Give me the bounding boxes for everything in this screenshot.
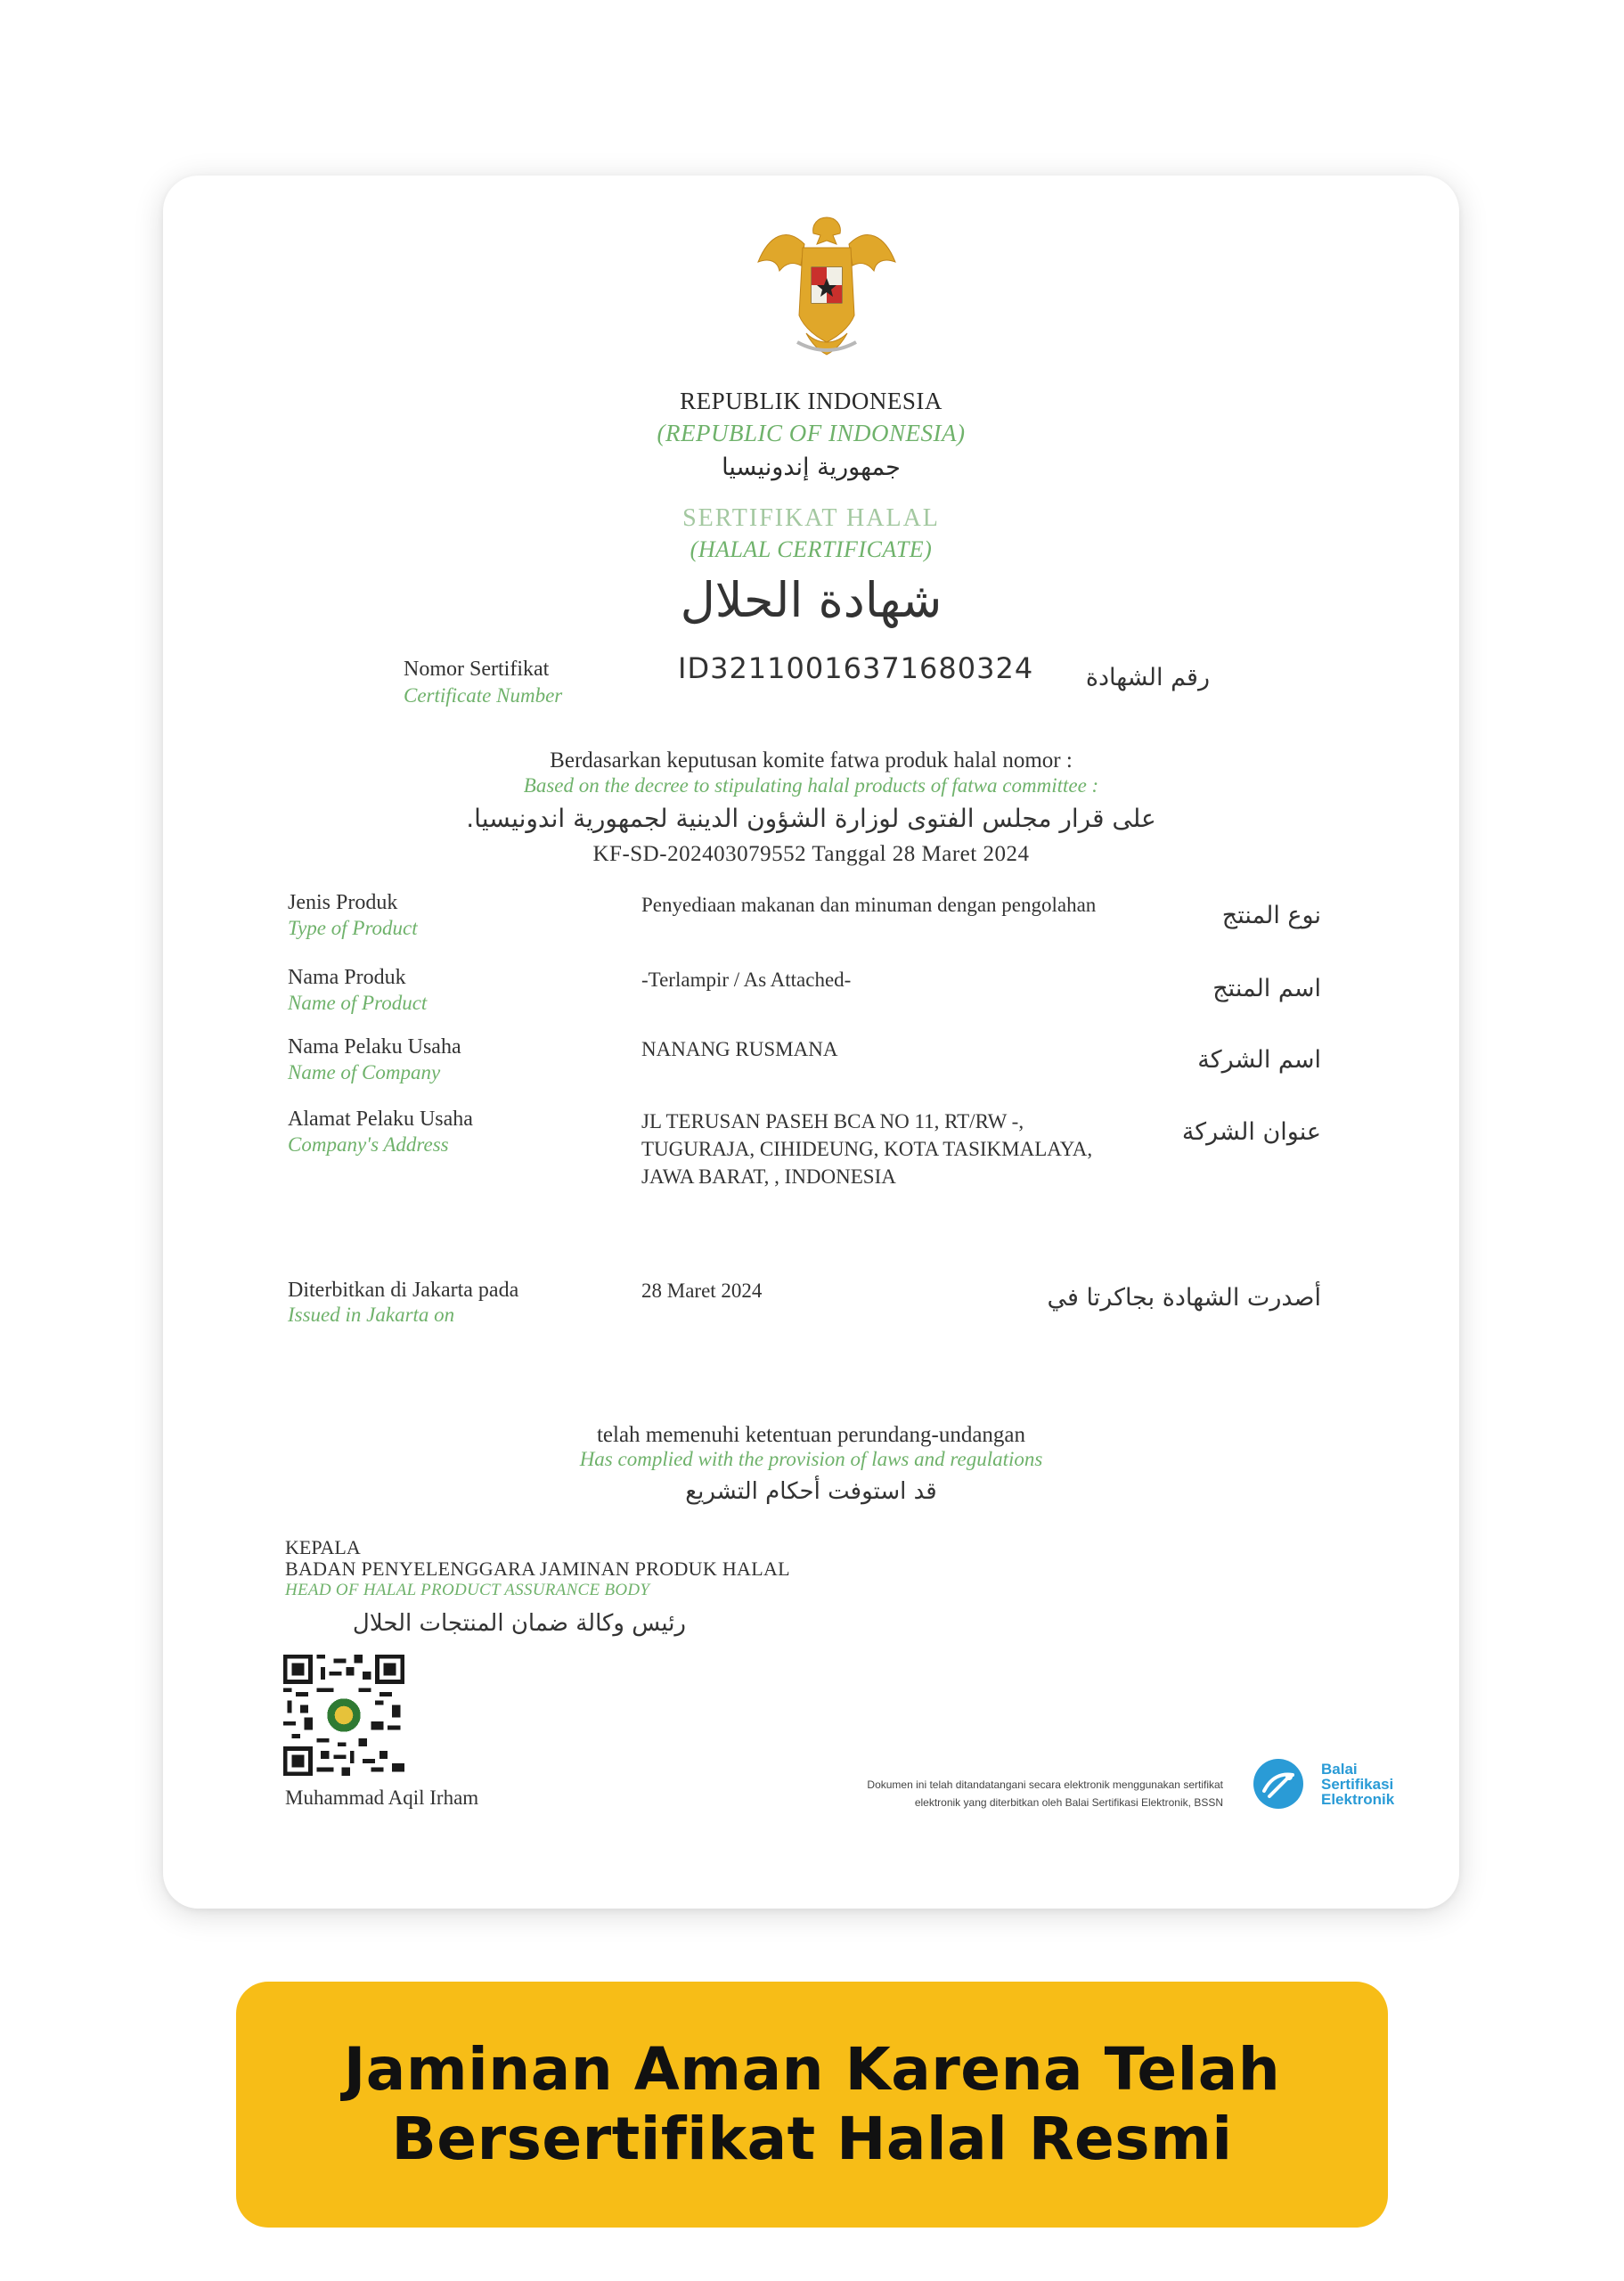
issued-label-ar: أصدرت الشهادة بجاكرتا في bbox=[1047, 1284, 1321, 1312]
field-label-en: Name of Product bbox=[288, 992, 428, 1014]
issued-date: 28 Maret 2024 bbox=[641, 1279, 763, 1302]
certificate-number: ID32110016371680324 bbox=[678, 651, 1034, 685]
compliance-text-ar: قد استوفت أحكام التشريع bbox=[685, 1478, 937, 1505]
banner-line: Bersertifikat Halal Resmi bbox=[391, 2105, 1233, 2173]
qr-code bbox=[283, 1655, 404, 1776]
issued-label: Diterbitkan di Jakarta pada bbox=[288, 1279, 519, 1302]
garuda-emblem-icon bbox=[751, 208, 902, 360]
head-body-en: HEAD OF HALAL PRODUCT ASSURANCE BODY bbox=[285, 1581, 650, 1599]
certificate-title-ar: شهادة الحلال bbox=[680, 572, 943, 628]
field-value: NANANG RUSMANA bbox=[641, 1038, 838, 1060]
esign-note-line: elektronik yang diterbitkan oleh Balai Sertifikasi Elektronik, BSSN bbox=[914, 1796, 1223, 1809]
field-label: Nama Produk bbox=[288, 966, 406, 989]
signatory-name: Muhammad Aqil Irham bbox=[285, 1786, 479, 1809]
field-label-ar: اسم المنتج bbox=[1212, 975, 1321, 1002]
certificate-number-label: Nomor Sertifikat bbox=[404, 658, 550, 681]
decree-text-ar: على قرار مجلس الفتوى لوزارة الشؤون الدينية لجمهورية اندونيسيا. bbox=[466, 804, 1156, 833]
field-label: Alamat Pelaku Usaha bbox=[288, 1108, 473, 1131]
compliance-text: telah memenuhi ketentuan perundang-undangan bbox=[596, 1423, 1026, 1447]
field-label: Nama Pelaku Usaha bbox=[288, 1035, 461, 1059]
banner-text bbox=[344, 2035, 1280, 2174]
head-title: KEPALA bbox=[285, 1536, 361, 1558]
compliance-text-en: Has complied with the provision of laws and regulations bbox=[579, 1448, 1043, 1470]
field-label: Jenis Produk bbox=[288, 891, 398, 914]
field-label-ar: نوع المنتج bbox=[1221, 902, 1321, 929]
halal-guarantee-banner bbox=[236, 1982, 1388, 2228]
bsre-label-line: Balai bbox=[1321, 1761, 1358, 1778]
field-value: JL TERUSAN PASEH BCA NO 11, RT/RW -, TUGURAJA, CIHIDEUNG, KOTA TASIKMALAYA, JAWA BARAT, , INDONESIA bbox=[641, 1110, 1093, 1188]
issued-label-en: Issued in Jakarta on bbox=[288, 1304, 455, 1326]
bsre-label bbox=[1321, 1762, 1394, 1807]
head-body-ar: رئيس وكالة ضمان المنتجات الحلال bbox=[352, 1610, 686, 1637]
esign-note-line: Dokumen ini telah ditandatangani secara elektronik menggunakan sertifikat bbox=[867, 1778, 1223, 1791]
esign-note bbox=[787, 1776, 1223, 1811]
decree-text: Berdasarkan keputusan komite fatwa produk halal nomor : bbox=[550, 748, 1073, 773]
field-value: -Terlampir / As Attached- bbox=[641, 969, 852, 991]
field-label-en: Company's Address bbox=[288, 1133, 449, 1156]
country-name-ar: جمهورية إندونيسيا bbox=[722, 454, 901, 481]
decree-number: KF-SD-202403079552 Tanggal 28 Maret 2024 bbox=[592, 842, 1030, 866]
head-body: BADAN PENYELENGGARA JAMINAN PRODUK HALAL bbox=[285, 1557, 790, 1580]
bsre-logo-icon bbox=[1252, 1757, 1305, 1811]
certificate-number-label-en: Certificate Number bbox=[404, 684, 563, 707]
bsre-label-line: Elektronik bbox=[1321, 1791, 1395, 1808]
banner-line: Jaminan Aman Karena Telah bbox=[343, 2035, 1281, 2104]
country-name: REPUBLIK INDONESIA bbox=[680, 388, 943, 414]
field-label-en: Name of Company bbox=[288, 1061, 441, 1083]
certificate-title: SERTIFIKAT HALAL bbox=[682, 504, 940, 532]
bsre-label-line: Sertifikasi bbox=[1321, 1776, 1394, 1793]
field-value: Penyediaan makanan dan minuman dengan pengolahan bbox=[641, 894, 1097, 916]
field-label-ar: عنوان الشركة bbox=[1181, 1118, 1321, 1146]
certificate-title-en: (HALAL CERTIFICATE) bbox=[690, 536, 933, 562]
field-label-ar: اسم الشركة bbox=[1197, 1046, 1321, 1074]
country-name-en: (REPUBLIC OF INDONESIA) bbox=[657, 420, 966, 446]
certificate-number-label-ar: رقم الشهادة bbox=[1085, 664, 1210, 691]
halal-certificate-card bbox=[163, 176, 1459, 1909]
decree-text-en: Based on the decree to stipulating halal products of fatwa committee : bbox=[523, 774, 1099, 797]
field-label-en: Type of Product bbox=[288, 917, 418, 939]
